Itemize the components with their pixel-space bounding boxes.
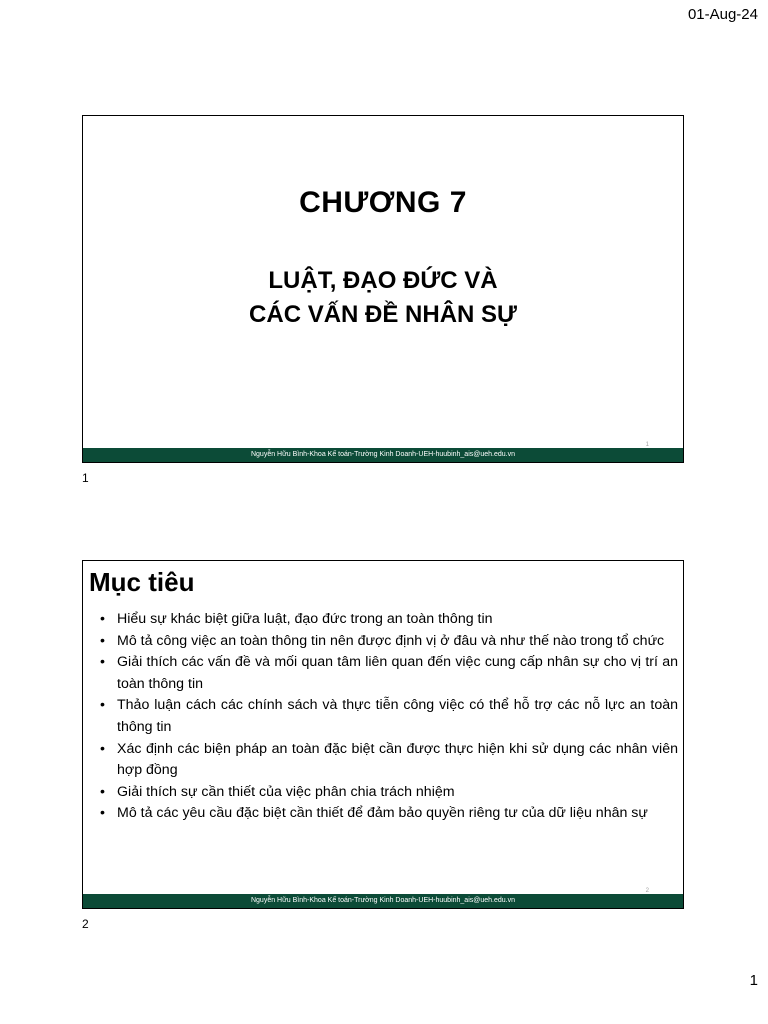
slide-number: 2 — [645, 888, 649, 894]
slide-number: 1 — [645, 442, 649, 448]
slide-caption-number: 2 — [82, 917, 89, 931]
subtitle-line: LUẬT, ĐẠO ĐỨC VÀ — [268, 267, 498, 294]
objective-item: • Thảo luận cách các chính sách và thực tiễn công việc có thể hỗ trợ các nỗ lực an toàn thông tin — [97, 695, 678, 738]
objective-item: • Hiểu sự khác biệt giữa luật, đạo đức trong an toàn thông tin — [97, 609, 678, 631]
slide-1 — [82, 115, 684, 463]
objective-item: • Mô tả các yêu cầu đặc biệt cần thiết để đảm bảo quyền riêng tư của dữ liệu nhân sự — [97, 803, 678, 825]
objective-item: • Giải thích sự cần thiết của việc phân chia trách nhiệm — [97, 782, 678, 804]
chapter-title: CHƯƠNG 7 — [299, 186, 467, 219]
slide-footer: Nguyễn Hữu Bình-Khoa Kế toán-Trường Kinh Doanh-UEH-huubinh_ais@ueh.edu.vn — [83, 448, 683, 462]
chapter-subtitle — [83, 264, 683, 332]
slide-caption-number: 1 — [82, 471, 89, 485]
objective-item: • Xác định các biện pháp an toàn đặc biệt cần được thực hiện khi sử dụng các nhân viên hợp đồng — [97, 739, 678, 782]
objective-list — [97, 609, 678, 825]
objective-item: • Giải thích các vấn đề và mối quan tâm liên quan đến việc cung cấp nhân sự cho vị trí an toàn thông tin — [97, 652, 678, 695]
objective-item: • Mô tả công việc an toàn thông tin nên được định vị ở đâu và như thế nào trong tổ chức — [97, 631, 678, 653]
slide-heading: Mục tiêu — [89, 567, 195, 597]
page-number: 1 — [749, 972, 758, 989]
page-date: 01-Aug-24 — [687, 6, 758, 23]
slide-2 — [82, 560, 684, 909]
subtitle-line: CÁC VẤN ĐỀ NHÂN SỰ — [249, 301, 517, 328]
slide-footer: Nguyễn Hữu Bình-Khoa Kế toán-Trường Kinh Doanh-UEH-huubinh_ais@ueh.edu.vn — [83, 894, 683, 908]
